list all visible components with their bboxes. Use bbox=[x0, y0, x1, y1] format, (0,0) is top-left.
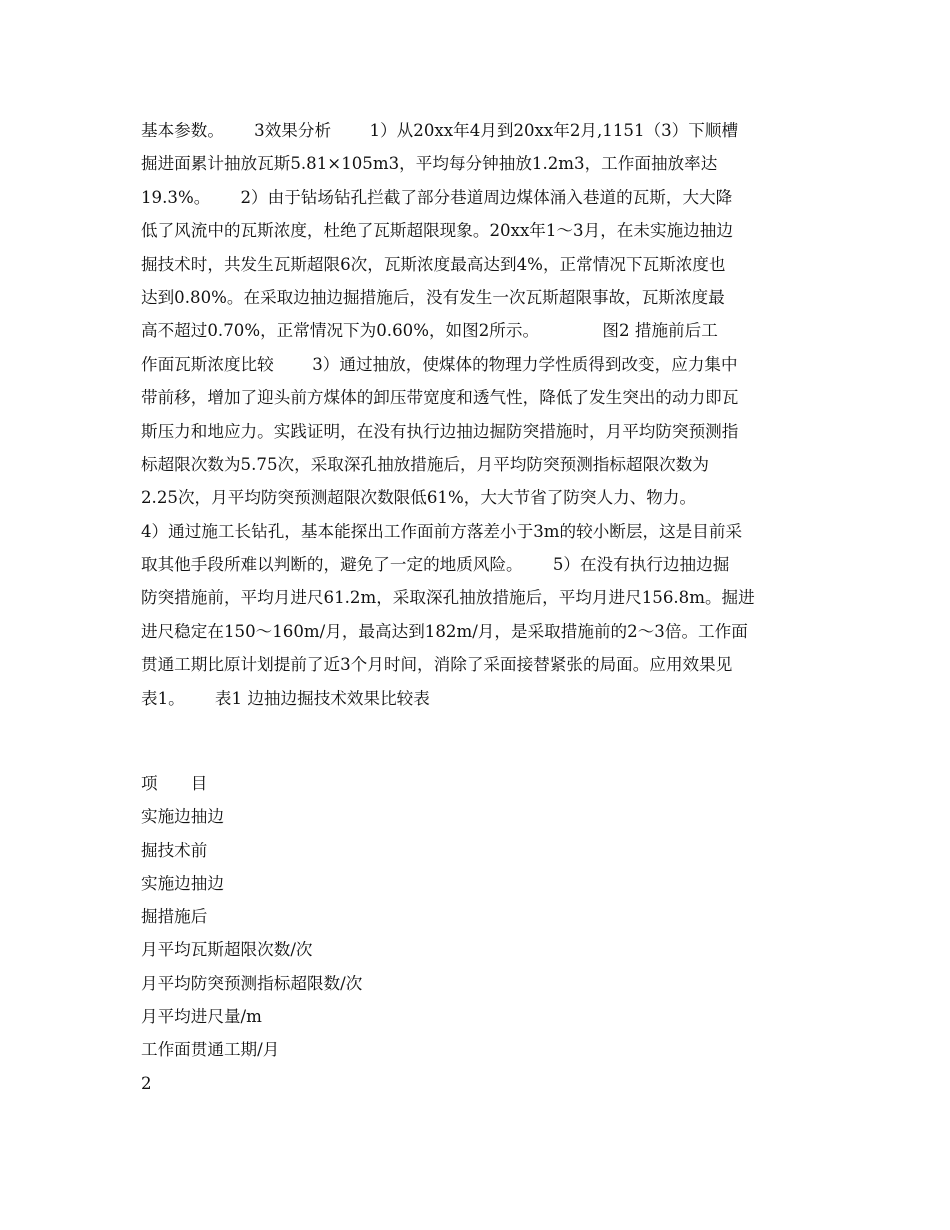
paragraph-line: 斯压力和地应力。实践证明，在没有执行边抽边掘防突措施时，月平均防突预测指 bbox=[141, 421, 739, 441]
paragraph-line: 基本参数。 3效果分析 1）从20xx年4月到20xx年2月,1151（3）下顺槽 bbox=[141, 121, 739, 140]
table-cell: 月平均瓦斯超限次数/次 bbox=[141, 940, 313, 960]
paragraph-line: 贯通工期比原计划提前了近3个月时间，消除了采面接替紧张的局面。应用效果见 bbox=[141, 655, 733, 675]
table-cell: 掘措施后 bbox=[141, 907, 208, 927]
paragraph-line: 掘技术时，共发生瓦斯超限6次，瓦斯浓度最高达到4%，正常情况下瓦斯浓度也 bbox=[141, 254, 726, 274]
paragraph-line: 高不超过0.70%，正常情况下为0.60%，如图2所示。 图2 措施前后工 bbox=[141, 321, 718, 341]
paragraph-line: 4）通过施工长钻孔，基本能探出工作面前方落差小于3m的较小断层，这是目前采 bbox=[141, 521, 743, 541]
paragraph-line: 取其他手段所难以判断的，避免了一定的地质风险。 5）在没有执行边抽边掘 bbox=[141, 555, 730, 575]
table-cell: 掘技术前 bbox=[141, 840, 208, 860]
paragraph-line: 低了风流中的瓦斯浓度，杜绝了瓦斯超限现象。20xx年1～3月，在未实施边抽边 bbox=[141, 221, 733, 241]
paragraph-line: 防突措施前，平均月进尺61.2m，采取深孔抽放措施后，平均月进尺156.8m。掘进 bbox=[141, 588, 755, 608]
paragraph-line: 19.3%。 2）由于钻场钻孔拦截了部分巷道周边煤体涌入巷道的瓦斯，大大降 bbox=[141, 187, 733, 207]
table-cell: 月平均防突预测指标超限数/次 bbox=[141, 973, 363, 993]
table-cell: 月平均进尺量/m bbox=[141, 1007, 262, 1027]
table-header-cell: 项 目 bbox=[141, 774, 208, 793]
paragraph-line: 作面瓦斯浓度比较 3）通过抽放，使煤体的物理力学性质得到改变，应力集中 bbox=[141, 354, 738, 374]
table-cell: 工作面贯通工期/月 bbox=[141, 1040, 280, 1060]
effect-analysis-paragraph bbox=[141, 114, 813, 715]
paragraph-line: 带前移，增加了迎头前方煤体的卸压带宽度和透气性，降低了发生突出的动力即瓦 bbox=[141, 388, 739, 408]
paragraph-line: 标超限次数为5.75次，采取深孔抽放措施后，月平均防突预测指标超限次数为 bbox=[141, 454, 709, 474]
paragraph-line: 2.25次，月平均防突预测超限次数限低61%，大大节省了防突人力、物力。 bbox=[141, 488, 697, 508]
paragraph-line: 进尺稳定在150～160m/月，最高达到182m/月，是采取措施前的2～3倍。工作面 bbox=[141, 621, 748, 641]
paragraph-line: 掘进面累计抽放瓦斯5.81×105m3，平均每分钟抽放1.2m3，工作面抽放率达 bbox=[141, 154, 718, 174]
comparison-table bbox=[141, 767, 813, 1100]
table-cell: 实施边抽边 bbox=[141, 807, 224, 827]
paragraph-line: 达到0.80%。在采取边抽边掘措施后，没有发生一次瓦斯超限事故，瓦斯浓度最 bbox=[141, 287, 725, 307]
table-cell: 2 bbox=[141, 1073, 152, 1093]
table-cell: 实施边抽边 bbox=[141, 873, 224, 893]
paragraph-line: 表1。 表1 边抽边掘技术效果比较表 bbox=[141, 688, 430, 708]
